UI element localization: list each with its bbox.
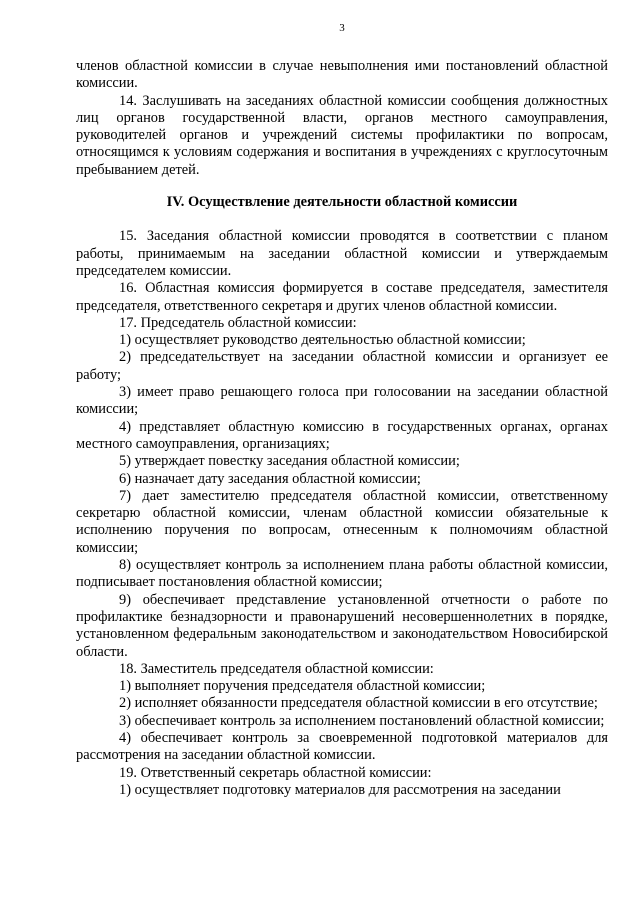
page-number: 3 — [339, 22, 345, 34]
paragraph-subitem: 1) осуществляет подготовку материалов для рассмотрения на заседании — [119, 781, 561, 798]
document-body — [76, 58, 608, 799]
paragraph-subitem: 7) дает заместителю председателя областной комиссии, ответственному секретарю областной комиссии, членам областной комиссии обязательные к исполнению поручения по вопросам, отнесенным к полномочиям областной комиссии; — [76, 487, 608, 556]
paragraph-subitem: 4) обеспечивает контроль за своевременной подготовкой материалов для рассмотрения на заседании областной комиссии. — [76, 729, 608, 764]
paragraph-item-16: 16. Областная комиссия формируется в составе председателя, заместителя председателя, ответственного секретаря и других членов областной комиссии. — [76, 280, 608, 314]
paragraph-continuation: членов областной комиссии в случае невыполнения ими постановлений областной комиссии. — [76, 58, 608, 92]
paragraph-subitem: 5) утверждает повестку заседания областной комиссии; — [119, 453, 460, 470]
paragraph-item-17: 17. Председатель областной комиссии: — [119, 314, 357, 331]
paragraph-subitem: 1) осуществляет руководство деятельностью областной комиссии; — [119, 332, 526, 349]
paragraph-item-18: 18. Заместитель председателя областной комиссии: — [119, 660, 434, 677]
paragraph-subitem: 4) представляет областную комиссию в государственных органах, органах местного самоуправления, организациях; — [76, 418, 608, 452]
paragraph-subitem: 6) назначает дату заседания областной комиссии; — [119, 470, 421, 487]
section-heading: IV. Осуществление деятельности областной комиссии — [166, 194, 518, 211]
paragraph-item-14: 14. Заслушивать на заседаниях областной комиссии сообщения должностных лиц органов государственной власти, органов местного самоуправления, руководителей органов и учреждений системы профилактики по вопросам, относящимся к условиям содержания и воспитания в учреждениях с круглосуточным пребыванием детей. — [76, 92, 608, 178]
paragraph-subitem: 2) исполняет обязанности председателя областной комиссии в его отсутствие; — [119, 695, 598, 712]
paragraph-subitem: 3) имеет право решающего голоса при голосовании на заседании областной комиссии; — [76, 384, 608, 418]
paragraph-subitem: 1) выполняет поручения председателя областной комиссии; — [119, 678, 486, 695]
paragraph-item-15: 15. Заседания областной комиссии проводятся в соответствии с планом работы, принимаемым на заседании областной комиссии и утверждаемым председателем комиссии. — [76, 228, 608, 279]
paragraph-item-19: 19. Ответственный секретарь областной комиссии: — [119, 764, 432, 781]
paragraph-subitem: 9) обеспечивает представление установленной отчетности о работе по профилактике безнадзорности и правонарушений несовершеннолетних в порядке, установленном федеральным законодательством и законодательством Новосибирской области. — [76, 591, 608, 660]
paragraph-subitem: 2) председательствует на заседании областной комиссии и организует ее работу; — [76, 349, 608, 383]
paragraph-subitem: 3) обеспечивает контроль за исполнением постановлений областной комиссии; — [119, 712, 605, 729]
paragraph-subitem: 8) осуществляет контроль за исполнением плана работы областной комиссии, подписывает постановления областной комиссии; — [76, 557, 608, 591]
